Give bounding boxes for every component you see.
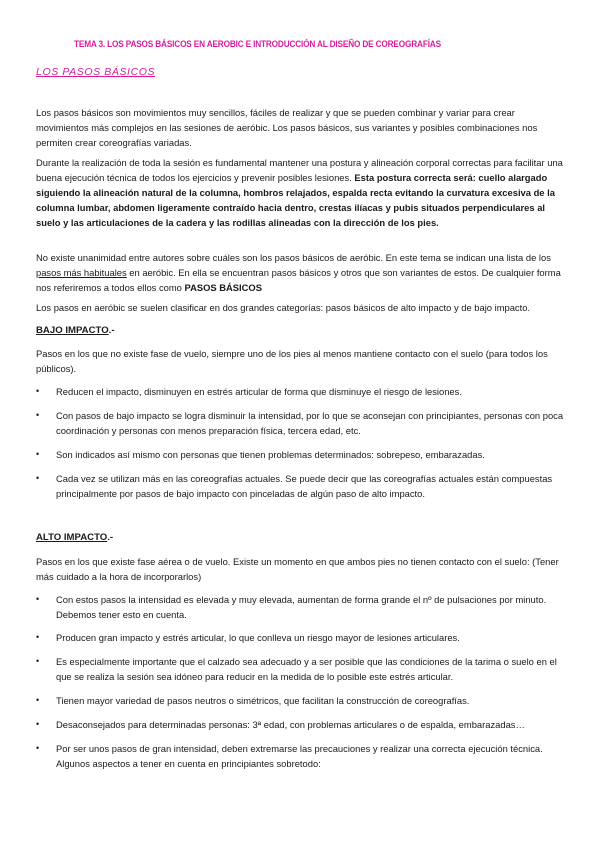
bullet-icon: • (36, 386, 40, 396)
unanimity-paragraph (36, 250, 568, 295)
high-impact-heading-suffix: .- (107, 532, 114, 543)
high-impact-definition: Pasos en los que existe fase aérea o de vuelo. Existe un momento en que ambos pies no tienen contacto con el suelo: (Tener más cuidado a la hora de incorporarlos) (36, 556, 559, 582)
section-subtitle: LOS PASOS BÁSICOS (36, 66, 156, 78)
bullet-text: Desaconsejados para determinadas personas: 3ª edad, con problemas articulares o de espalda, embarazadas… (56, 719, 525, 730)
bullet-text: Con estos pasos la intensidad es elevada y muy elevada, aumentan de forma grande el nº de pulsaciones por minuto. Debemos tener esto en cuenta. (56, 594, 547, 620)
bullet-icon: • (36, 656, 40, 666)
high-impact-heading (36, 532, 113, 543)
unanimity-underlined: pasos más habituales (36, 267, 127, 278)
bullet-icon: • (36, 719, 40, 729)
bullet-text: Cada vez se utilizan más en las coreografías actuales. Se puede decir que las coreografías actuales están compuestas principalmente por pasos de bajo impacto con pinceladas de algún paso de alto impacto. (56, 473, 553, 499)
posture-paragraph (36, 155, 568, 230)
low-impact-definition: Pasos en los que no existe fase de vuelo, siempre uno de los pies al menos mantiene contacto con el suelo (para todos los públicos). (36, 348, 548, 374)
document-title: TEMA 3. LOS PASOS BÁSICOS EN AEROBIC E INTRODUCCIÓN AL DISEÑO DE COREOGRAFÍAS (74, 39, 441, 50)
bullet-text: Producen gran impacto y estrés articular, lo que conlleva un riesgo mayor de lesiones articulares. (56, 632, 460, 643)
low-impact-heading-label: BAJO IMPACTO (36, 325, 109, 336)
classification-paragraph: Los pasos en aeróbic se suelen clasificar en dos grandes categorías: pasos básicos de alto impacto y de bajo impacto. (36, 302, 531, 313)
unanimity-bold: PASOS BÁSICOS (184, 282, 262, 293)
low-impact-heading (36, 325, 115, 336)
bullet-icon: • (36, 473, 40, 483)
unanimity-text-1: No existe unanimidad entre autores sobre cuáles son los pasos básicos de aeróbic. En este tema se indican una lista de los (36, 252, 551, 263)
intro-paragraph: Los pasos básicos son movimientos muy sencillos, fáciles de realizar y que se pueden combinar y variar para crear movimientos más complejos en las sesiones de aeróbic. Los pasos básicos, sus variantes y posibles combinaciones nos permiten crear coreografías variadas. (36, 107, 538, 148)
bullet-icon: • (36, 410, 40, 420)
low-impact-heading-suffix: .- (108, 325, 115, 336)
bullet-text: Reducen el impacto, disminuyen en estrés articular de forma que disminuye el riesgo de lesiones. (56, 386, 462, 397)
bullet-text: Son indicados así mismo con personas que tienen problemas determinados: sobrepeso, embarazadas. (56, 449, 485, 460)
bullet-icon: • (36, 743, 40, 753)
bullet-icon: • (36, 695, 40, 705)
bullet-text: Por ser unos pasos de gran intensidad, deben extremarse las precauciones y realizar una correcta ejecución técnica. Algunos aspectos a tener en cuenta en principiantes sobretodo: (56, 743, 543, 769)
posture-text: Durante la realización de toda la sesión es fundamental mantener una postura y alineación corporal correctas para facilitar una buena ejecución técnica de todos los ejercicios y prevenir posibles lesiones. (36, 157, 563, 183)
unanimity-text-2: en aeróbic. En ella se encuentran pasos básicos y otros que son variantes de estos. De cualquier forma nos referiremos a todos ellos como (36, 267, 561, 293)
bullet-icon: • (36, 449, 40, 459)
high-impact-heading-label: ALTO IMPACTO (36, 532, 108, 543)
bullet-text: Tienen mayor variedad de pasos neutros o simétricos, que facilitan la construcción de coreografías. (56, 695, 470, 706)
posture-bold-text: Esta postura correcta será: cuello alargado siguiendo la alineación natural de la columna, hombros relajados, espalda recta evitando la curvatura excesiva de la columna lumbar, abdomen ligeramente contraído hacia dentro, crestas ilíacas y pubis situados perpendiculares al suelo y las articulaciones de la cadera y las rodillas alineadas con la dirección de los pies. (36, 172, 555, 228)
bullet-text: Con pasos de bajo impacto se logra disminuir la intensidad, por lo que se aconsejan con principiantes, personas con poca coordinación y personas con menos preparación física, tercera edad, etc. (56, 410, 564, 436)
bullet-text: Es especialmente importante que el calzado sea adecuado y a ser posible que las condiciones de la tarima o suelo en el que se realiza la sesión sea idóneo para reducir en la medida de lo posible este estrés articular. (56, 656, 557, 682)
bullet-icon: • (36, 632, 40, 642)
bullet-icon: • (36, 594, 40, 604)
